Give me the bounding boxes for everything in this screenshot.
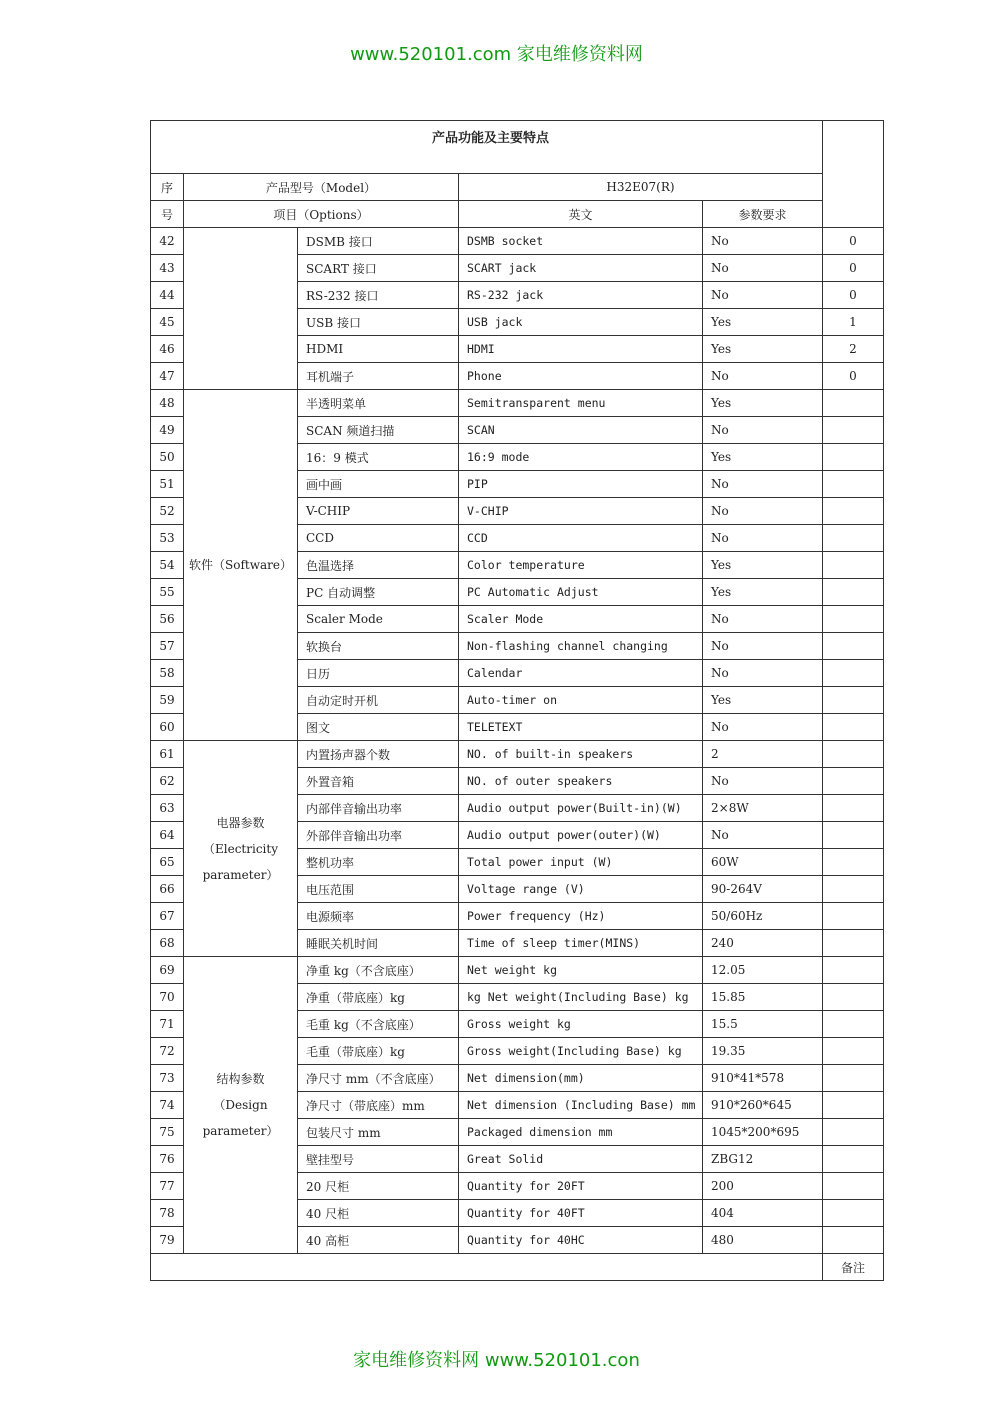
english-name: Phone xyxy=(459,363,703,390)
requirement-value: No xyxy=(703,255,823,282)
item-name: 净重 kg（不含底座） xyxy=(298,957,459,984)
english-name: Voltage range (V) xyxy=(459,876,703,903)
requirement-value: 12.05 xyxy=(703,957,823,984)
extra-value xyxy=(823,984,884,1011)
english-name: kg Net weight(Including Base) kg xyxy=(459,984,703,1011)
item-name: 画中画 xyxy=(298,471,459,498)
extra-value xyxy=(823,525,884,552)
extra-value xyxy=(823,390,884,417)
requirement-value: No xyxy=(703,606,823,633)
requirement-value: No xyxy=(703,498,823,525)
item-name: Scaler Mode xyxy=(298,606,459,633)
row-number: 67 xyxy=(151,903,184,930)
group-electricity xyxy=(184,741,298,957)
english-name: RS-232 jack xyxy=(459,282,703,309)
extra-value: 0 xyxy=(823,363,884,390)
requirement-value: No xyxy=(703,822,823,849)
english-name: Net dimension(mm) xyxy=(459,1065,703,1092)
english-name: 16:9 mode xyxy=(459,444,703,471)
row-number: 78 xyxy=(151,1200,184,1227)
extra-value xyxy=(823,471,884,498)
item-name: 16：9 模式 xyxy=(298,444,459,471)
requirement-value: 2×8W xyxy=(703,795,823,822)
requirement-value: No xyxy=(703,633,823,660)
extra-value xyxy=(823,768,884,795)
item-name: SCART 接口 xyxy=(298,255,459,282)
requirement-value: Yes xyxy=(703,687,823,714)
row-number: 47 xyxy=(151,363,184,390)
extra-value xyxy=(823,687,884,714)
item-name: HDMI xyxy=(298,336,459,363)
table-row xyxy=(151,228,884,255)
english-header: 英文 xyxy=(459,201,703,228)
english-name: USB jack xyxy=(459,309,703,336)
requirement-value: 910*260*645 xyxy=(703,1092,823,1119)
requirement-value: ZBG12 xyxy=(703,1146,823,1173)
requirement-value: 50/60Hz xyxy=(703,903,823,930)
english-name: Net dimension (Including Base) mm xyxy=(459,1092,703,1119)
requirement-value: 240 xyxy=(703,930,823,957)
remark-row xyxy=(151,1254,884,1281)
site-footer: 家电维修资料网 www.520101.con xyxy=(353,1350,640,1371)
item-name: 色温选择 xyxy=(298,552,459,579)
extra-value xyxy=(823,714,884,741)
row-number: 50 xyxy=(151,444,184,471)
group-interfaces xyxy=(184,228,298,390)
row-number: 43 xyxy=(151,255,184,282)
row-number: 61 xyxy=(151,741,184,768)
row-number: 77 xyxy=(151,1173,184,1200)
requirement-value: No xyxy=(703,417,823,444)
english-name: Gross weight kg xyxy=(459,1011,703,1038)
table-title: 产品功能及主要特点 xyxy=(151,121,823,174)
group-label-line: （Electricity xyxy=(203,841,278,856)
english-name: Semitransparent menu xyxy=(459,390,703,417)
extra-value xyxy=(823,552,884,579)
extra-value: 0 xyxy=(823,228,884,255)
group-label-line: 电器参数 xyxy=(216,815,265,830)
extra-value: 1 xyxy=(823,309,884,336)
english-name: Quantity for 40HC xyxy=(459,1227,703,1254)
extra-value xyxy=(823,1173,884,1200)
requirement-value: No xyxy=(703,228,823,255)
requirement-value: 90-264V xyxy=(703,876,823,903)
extra-value xyxy=(823,1146,884,1173)
extra-value xyxy=(823,417,884,444)
seq-label-2: 号 xyxy=(151,201,184,228)
requirement-value: 2 xyxy=(703,741,823,768)
row-number: 69 xyxy=(151,957,184,984)
row-number: 68 xyxy=(151,930,184,957)
requirement-value: 15.85 xyxy=(703,984,823,1011)
extra-value xyxy=(823,1092,884,1119)
spec-table xyxy=(150,120,884,1281)
row-number: 42 xyxy=(151,228,184,255)
item-name: 日历 xyxy=(298,660,459,687)
group-label-line: （Design xyxy=(213,1098,268,1112)
item-name: 包装尺寸 mm xyxy=(298,1119,459,1146)
english-name: NO. of outer speakers xyxy=(459,768,703,795)
item-name: 半透明菜单 xyxy=(298,390,459,417)
requirement-value: 60W xyxy=(703,849,823,876)
extra-value xyxy=(823,1119,884,1146)
group-label-line: 软件（Software） xyxy=(189,558,292,572)
english-name: HDMI xyxy=(459,336,703,363)
english-name: Scaler Mode xyxy=(459,606,703,633)
item-name: 软换台 xyxy=(298,633,459,660)
english-name: Total power input (W) xyxy=(459,849,703,876)
english-name: Net weight kg xyxy=(459,957,703,984)
item-name: 耳机端子 xyxy=(298,363,459,390)
extra-value xyxy=(823,903,884,930)
item-name: 20 尺柜 xyxy=(298,1173,459,1200)
row-number: 76 xyxy=(151,1146,184,1173)
group-software xyxy=(184,390,298,741)
group-design xyxy=(184,957,298,1254)
table-row xyxy=(151,957,884,984)
column-header-row xyxy=(151,201,884,228)
english-name: Color temperature xyxy=(459,552,703,579)
english-name: Great Solid xyxy=(459,1146,703,1173)
item-name: DSMB 接口 xyxy=(298,228,459,255)
row-number: 63 xyxy=(151,795,184,822)
options-header: 项目（Options） xyxy=(184,201,459,228)
row-number: 44 xyxy=(151,282,184,309)
requirement-value: Yes xyxy=(703,579,823,606)
english-name: SCAN xyxy=(459,417,703,444)
extra-value xyxy=(823,633,884,660)
extra-value xyxy=(823,606,884,633)
requirement-value: No xyxy=(703,714,823,741)
item-name: 净重（带底座）kg xyxy=(298,984,459,1011)
row-number: 51 xyxy=(151,471,184,498)
table-row xyxy=(151,390,884,417)
item-name: 电源频率 xyxy=(298,903,459,930)
requirement-value: 910*41*578 xyxy=(703,1065,823,1092)
extra-value xyxy=(823,498,884,525)
model-value: H32E07(R) xyxy=(459,174,823,201)
english-name: CCD xyxy=(459,525,703,552)
row-number: 79 xyxy=(151,1227,184,1254)
extra-value xyxy=(823,660,884,687)
requirement-value: No xyxy=(703,768,823,795)
requirement-value: No xyxy=(703,471,823,498)
table-row xyxy=(151,741,884,768)
row-number: 71 xyxy=(151,1011,184,1038)
site-header: www.520101.com 家电维修资料网 xyxy=(350,44,643,65)
english-name: PC Automatic Adjust xyxy=(459,579,703,606)
extra-value xyxy=(823,1011,884,1038)
table-title-row xyxy=(151,121,884,174)
extra-value xyxy=(823,1065,884,1092)
english-name: Calendar xyxy=(459,660,703,687)
english-name: TELETEXT xyxy=(459,714,703,741)
requirement-value: No xyxy=(703,363,823,390)
item-name: 自动定时开机 xyxy=(298,687,459,714)
row-number: 46 xyxy=(151,336,184,363)
requirement-value: 15.5 xyxy=(703,1011,823,1038)
item-name: RS-232 接口 xyxy=(298,282,459,309)
item-name: 电压范围 xyxy=(298,876,459,903)
requirement-value: Yes xyxy=(703,390,823,417)
remark-blank xyxy=(151,1254,823,1281)
group-label-line: parameter） xyxy=(202,867,279,882)
item-name: 整机功率 xyxy=(298,849,459,876)
blank-corner-cell xyxy=(823,121,884,228)
item-name: 毛重（带底座）kg xyxy=(298,1038,459,1065)
requirement-value: 480 xyxy=(703,1227,823,1254)
extra-value xyxy=(823,795,884,822)
item-name: 壁挂型号 xyxy=(298,1146,459,1173)
extra-value xyxy=(823,822,884,849)
extra-value: 0 xyxy=(823,255,884,282)
item-name: 内部伴音输出功率 xyxy=(298,795,459,822)
item-name: 内置扬声器个数 xyxy=(298,741,459,768)
english-name: V-CHIP xyxy=(459,498,703,525)
row-number: 60 xyxy=(151,714,184,741)
row-number: 57 xyxy=(151,633,184,660)
row-number: 62 xyxy=(151,768,184,795)
item-name: 40 尺柜 xyxy=(298,1200,459,1227)
english-name: DSMB socket xyxy=(459,228,703,255)
row-number: 66 xyxy=(151,876,184,903)
requirement-value: 19.35 xyxy=(703,1038,823,1065)
english-name: Auto-timer on xyxy=(459,687,703,714)
item-name: 毛重 kg（不含底座） xyxy=(298,1011,459,1038)
requirement-value: No xyxy=(703,282,823,309)
extra-value xyxy=(823,1038,884,1065)
extra-value xyxy=(823,876,884,903)
english-name: Quantity for 20FT xyxy=(459,1173,703,1200)
row-number: 65 xyxy=(151,849,184,876)
item-name: V-CHIP xyxy=(298,498,459,525)
item-name: 睡眠关机时间 xyxy=(298,930,459,957)
row-number: 73 xyxy=(151,1065,184,1092)
extra-value: 0 xyxy=(823,282,884,309)
row-number: 64 xyxy=(151,822,184,849)
row-number: 45 xyxy=(151,309,184,336)
english-name: Non-flashing channel changing xyxy=(459,633,703,660)
item-name: 外部伴音输出功率 xyxy=(298,822,459,849)
english-name: Quantity for 40FT xyxy=(459,1200,703,1227)
requirement-value: 404 xyxy=(703,1200,823,1227)
row-number: 72 xyxy=(151,1038,184,1065)
extra-value: 2 xyxy=(823,336,884,363)
requirement-value: No xyxy=(703,525,823,552)
row-number: 74 xyxy=(151,1092,184,1119)
english-name: Power frequency (Hz) xyxy=(459,903,703,930)
extra-value xyxy=(823,957,884,984)
requirement-value: 200 xyxy=(703,1173,823,1200)
requirement-value: Yes xyxy=(703,309,823,336)
item-name: 40 高柜 xyxy=(298,1227,459,1254)
english-name: SCART jack xyxy=(459,255,703,282)
row-number: 55 xyxy=(151,579,184,606)
requirement-value: Yes xyxy=(703,552,823,579)
extra-value xyxy=(823,444,884,471)
remark-label: 备注 xyxy=(823,1254,884,1281)
item-name: 净尺寸 mm（不含底座） xyxy=(298,1065,459,1092)
group-label-line: 结构参数 xyxy=(216,1072,265,1086)
row-number: 52 xyxy=(151,498,184,525)
requirement-header: 参数要求 xyxy=(703,201,823,228)
row-number: 48 xyxy=(151,390,184,417)
item-name: 外置音箱 xyxy=(298,768,459,795)
requirement-value: 1045*200*695 xyxy=(703,1119,823,1146)
item-name: PC 自动调整 xyxy=(298,579,459,606)
row-number: 59 xyxy=(151,687,184,714)
row-number: 53 xyxy=(151,525,184,552)
item-name: 净尺寸（带底座）mm xyxy=(298,1092,459,1119)
row-number: 56 xyxy=(151,606,184,633)
requirement-value: Yes xyxy=(703,336,823,363)
extra-value xyxy=(823,579,884,606)
model-label: 产品型号（Model） xyxy=(184,174,459,201)
extra-value xyxy=(823,741,884,768)
row-number: 49 xyxy=(151,417,184,444)
row-number: 75 xyxy=(151,1119,184,1146)
item-name: SCAN 频道扫描 xyxy=(298,417,459,444)
seq-label-1: 序 xyxy=(151,174,184,201)
requirement-value: Yes xyxy=(703,444,823,471)
item-name: USB 接口 xyxy=(298,309,459,336)
row-number: 54 xyxy=(151,552,184,579)
row-number: 70 xyxy=(151,984,184,1011)
english-name: Time of sleep timer(MINS) xyxy=(459,930,703,957)
extra-value xyxy=(823,1227,884,1254)
requirement-value: No xyxy=(703,660,823,687)
english-name: Packaged dimension mm xyxy=(459,1119,703,1146)
english-name: Gross weight(Including Base) kg xyxy=(459,1038,703,1065)
model-row xyxy=(151,174,884,201)
extra-value xyxy=(823,1200,884,1227)
english-name: Audio output power(outer)(W) xyxy=(459,822,703,849)
item-name: 图文 xyxy=(298,714,459,741)
english-name: NO. of built-in speakers xyxy=(459,741,703,768)
extra-value xyxy=(823,849,884,876)
group-label-line: parameter） xyxy=(202,1124,279,1138)
row-number: 58 xyxy=(151,660,184,687)
extra-value xyxy=(823,930,884,957)
english-name: PIP xyxy=(459,471,703,498)
english-name: Audio output power(Built-in)(W) xyxy=(459,795,703,822)
item-name: CCD xyxy=(298,525,459,552)
